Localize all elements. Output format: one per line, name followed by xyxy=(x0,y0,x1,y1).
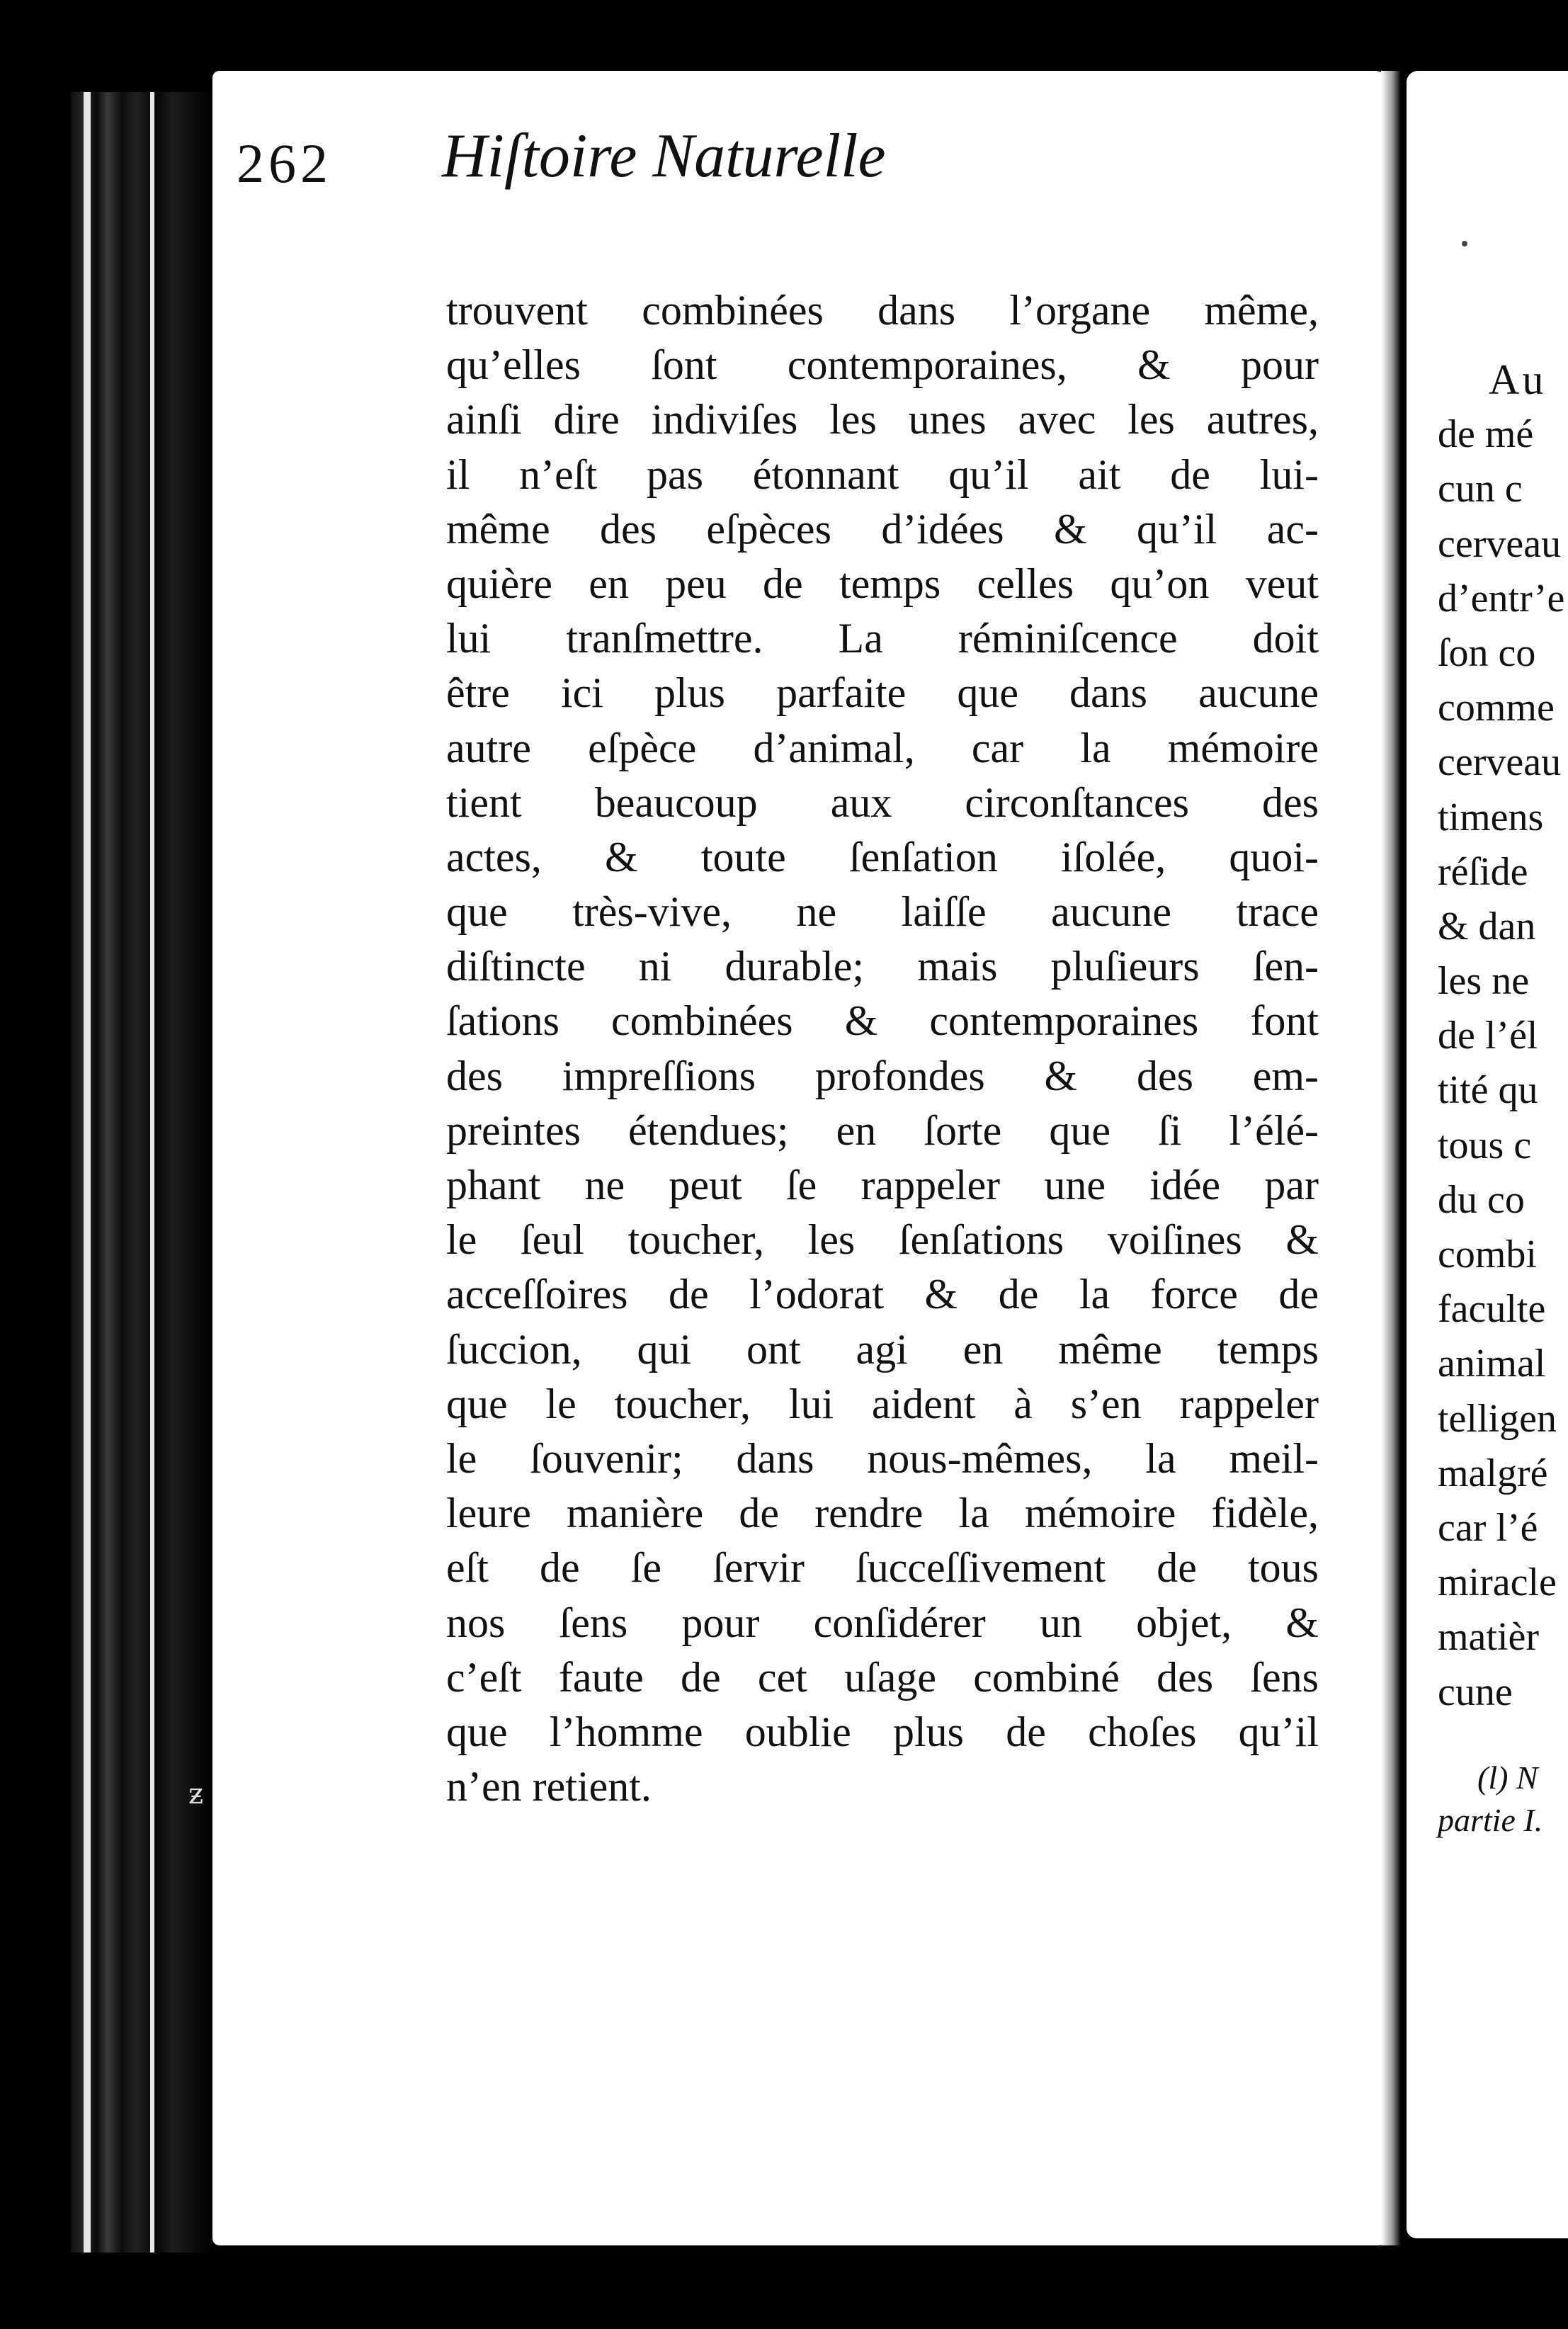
facing-note-line: (l) N xyxy=(1477,1760,1538,1796)
text-line: que le toucher, lui aident à s’en rappeler xyxy=(446,1380,1319,1427)
text-line: autre eſpèce d’animal, car la mémoire xyxy=(446,724,1319,771)
facing-text-line: de mé xyxy=(1438,412,1534,457)
page-number: 262 xyxy=(237,132,332,194)
ink-dot xyxy=(1462,241,1467,246)
facing-page-notes xyxy=(1438,1757,1543,1842)
text-line: eſt de ſe ſervir ſucceſſivement de tous xyxy=(446,1544,1319,1592)
facing-text-line: matièr xyxy=(1438,1615,1540,1660)
text-line: quière en peu de temps celles qu’on veut xyxy=(446,560,1319,607)
text-line: que l’homme oublie plus de choſes qu’il xyxy=(446,1708,1319,1755)
facing-text-line: cune xyxy=(1438,1670,1513,1714)
text-line: n’en retient. xyxy=(446,1763,652,1810)
gutter xyxy=(1381,71,1409,2245)
text-line: nos ſens pour conſidérer un objet, & xyxy=(446,1599,1319,1646)
text-line: ainſi dire indiviſes les unes avec les autres, xyxy=(446,396,1319,443)
running-title: Hiſtoire Naturelle xyxy=(442,122,886,191)
spine-edge-line xyxy=(150,92,154,2252)
text-line: même des eſpèces d’idées & qu’il ac- xyxy=(446,505,1319,552)
facing-text-line: réſide xyxy=(1438,849,1528,894)
text-line: ſuccion, qui ont agi en même temps xyxy=(446,1325,1319,1373)
facing-page xyxy=(1407,71,1568,2238)
text-line: le ſouvenir; dans nous-mêmes, la meil- xyxy=(446,1434,1319,1482)
text-line: leure manière de rendre la mémoire fidèle, xyxy=(446,1490,1319,1537)
facing-text-line: timens xyxy=(1438,795,1544,839)
facing-text-line: Au xyxy=(1489,356,1547,403)
facing-text-line: tous c xyxy=(1438,1123,1532,1167)
facing-text-line: telligen xyxy=(1438,1396,1557,1441)
facing-note-line: partie I. xyxy=(1438,1802,1543,1838)
body-text xyxy=(446,283,1319,1814)
text-line: qu’elles ſont contemporaines, & pour xyxy=(446,341,1319,389)
spine-edge-line xyxy=(84,92,91,2252)
text-line: tient beaucoup aux circonſtances des xyxy=(446,778,1319,826)
facing-text-line: cun c xyxy=(1438,467,1523,511)
spine-mark: ƶ xyxy=(188,1778,204,1810)
text-line: il n’eſt pas étonnant qu’il ait de lui- xyxy=(446,450,1319,498)
facing-text-line: malgré xyxy=(1438,1451,1548,1495)
facing-text-line: miracle xyxy=(1438,1560,1557,1605)
facing-text-line: comme xyxy=(1438,686,1555,730)
text-line: être ici plus parfaite que dans aucune xyxy=(446,669,1319,717)
text-line: trouvent combinées dans l’organe même, xyxy=(446,287,1319,334)
facing-page-text xyxy=(1438,353,1564,1720)
running-head xyxy=(237,120,1157,220)
text-line: lui tranſmettre. La réminiſcence doit xyxy=(446,615,1319,662)
facing-text-line: ſon co xyxy=(1438,630,1536,675)
text-line: des impreſſions profondes & des em- xyxy=(446,1052,1319,1099)
text-line: phant ne peut ſe rappeler une idée par xyxy=(446,1162,1319,1208)
facing-text-line: les ne xyxy=(1438,959,1530,1004)
facing-text-line: & dan xyxy=(1438,904,1536,948)
text-line: preintes étendues; en ſorte que ſi l’élé- xyxy=(446,1106,1319,1154)
facing-text-line: faculte xyxy=(1438,1287,1546,1332)
text-line: actes, & toute ſenſation iſolée, quoi- xyxy=(446,833,1319,880)
text-line: le ſeul toucher, les ſenſations voiſines & xyxy=(446,1216,1319,1264)
facing-text-line: car l’é xyxy=(1438,1505,1538,1550)
facing-text-line: tité qu xyxy=(1438,1068,1538,1113)
facing-text-line: d’entr’e xyxy=(1438,576,1565,620)
book-spine xyxy=(71,92,212,2252)
text-line: diſtincte ni durable; mais pluſieurs ſen- xyxy=(446,943,1319,990)
text-line: acceſſoires de l’odorat & de la force de xyxy=(446,1271,1319,1318)
text-line: que très-vive, ne laiſſe aucune trace xyxy=(446,888,1319,936)
text-line: c’eſt faute de cet uſage combiné des ſens xyxy=(446,1653,1319,1701)
facing-text-line: animal xyxy=(1438,1342,1546,1386)
text-line: ſations combinées & contemporaines font xyxy=(446,997,1319,1045)
facing-text-line: cerveau xyxy=(1438,521,1562,566)
facing-text-line: combi xyxy=(1438,1232,1537,1276)
facing-text-line: du co xyxy=(1438,1177,1525,1222)
facing-text-line: cerveau xyxy=(1438,740,1562,785)
facing-text-line: de l’él xyxy=(1438,1014,1538,1058)
